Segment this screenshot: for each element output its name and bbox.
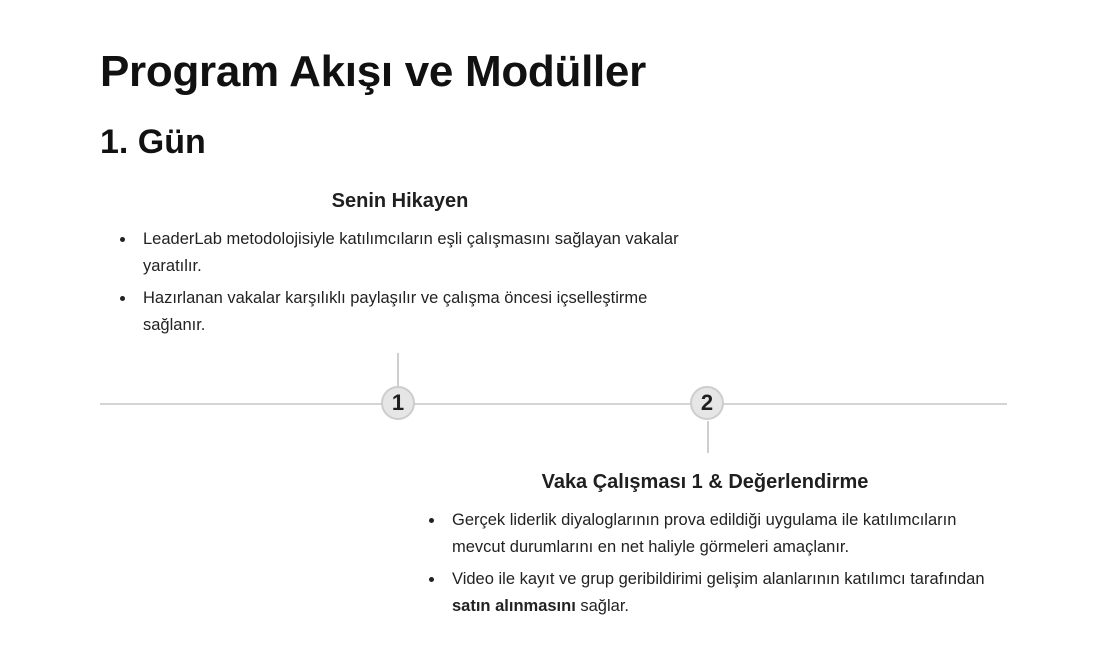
timeline-line: [100, 403, 1007, 405]
bullet-text-run: Video ile kayıt ve grup geribildirimi gelişim alanlarının katılımcı tarafından: [452, 570, 985, 588]
timeline-connector-1: [397, 353, 399, 386]
module-heading: Senin Hikayen: [331, 190, 469, 212]
bullet-item: [115, 226, 685, 279]
bullet-text: Gerçek liderlik diyaloglarının prova edildiği uygulama ile katılımcıların mevcut durumlarını en net haliyle görmeleri amaçlanır.: [452, 511, 957, 556]
timeline-connector-2: [707, 421, 709, 453]
bullet-item: [424, 507, 994, 560]
bullet-text: [452, 570, 985, 615]
day-title: 1. Gün: [100, 123, 206, 161]
module-heading: Vaka Çalışması 1 & Değerlendirme: [541, 471, 869, 493]
bullet-dot-icon: [120, 237, 125, 242]
bullet-list: [115, 226, 685, 338]
bullet-dot-icon: [120, 296, 125, 301]
bullet-dot-icon: [429, 577, 434, 582]
bullet-item: [424, 566, 994, 619]
bullet-dot-icon: [429, 518, 434, 523]
page-title: Program Akışı ve Modüller: [100, 47, 646, 96]
module-vaka-calismasi: [424, 467, 994, 625]
module-senin-hikayen: [115, 186, 685, 344]
bullet-text-run: sağlar.: [575, 596, 629, 615]
bullet-text: Hazırlanan vakalar karşılıklı paylaşılır ve çalışma öncesi içselleştirme sağlanır.: [143, 289, 648, 334]
bullet-text: LeaderLab metodolojisiyle katılımcıların eşli çalışmasını sağlayan vakalar yaratılır.: [143, 230, 679, 275]
timeline-marker-1: 1: [381, 386, 415, 420]
bullet-bold-run: satın alınmasını: [452, 596, 576, 615]
timeline-marker-2: 2: [690, 386, 724, 420]
bullet-list: [424, 507, 994, 619]
bullet-item: [115, 285, 685, 338]
